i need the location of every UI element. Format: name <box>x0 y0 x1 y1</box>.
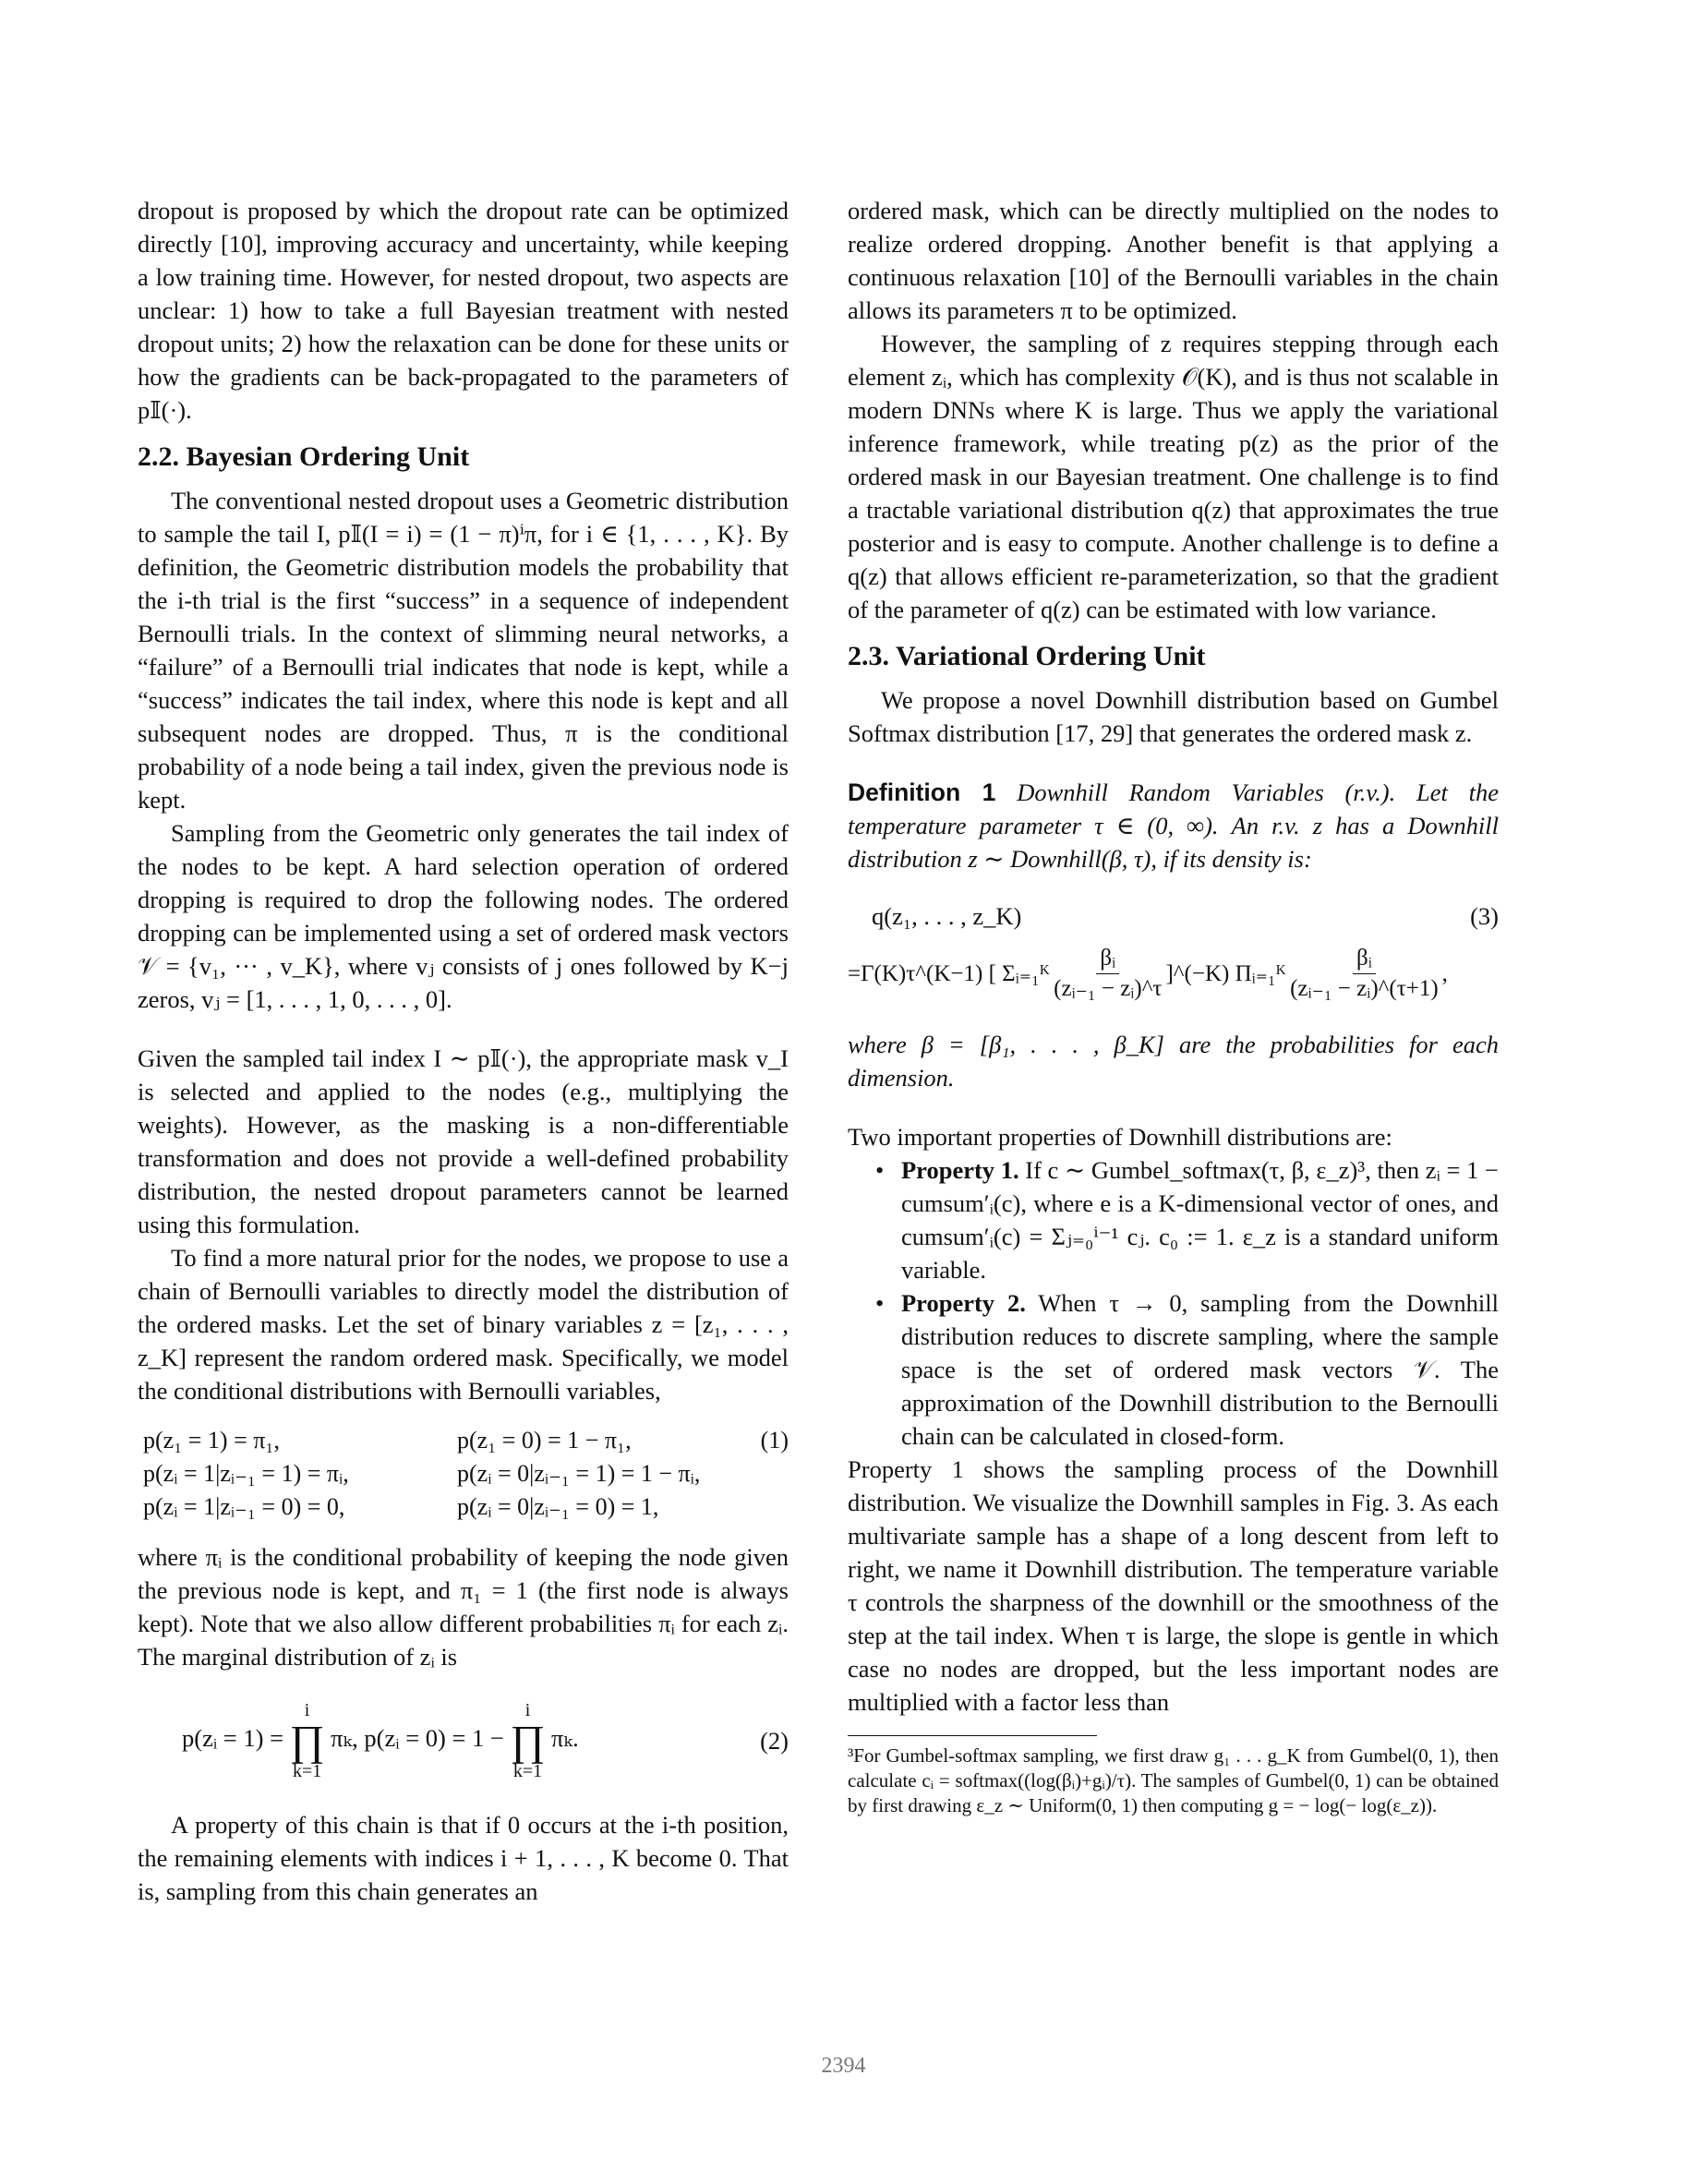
equation-term: p(zᵢ = 1) = <box>182 1724 284 1753</box>
fraction: $\frac{\text{βᵢ}}{\text{(zᵢ₋₁ − zᵢ)\textasciicircum{}(τ+1)}}$ <box>1290 946 1439 1001</box>
property-text: When τ → 0, sampling from the Downhill distribution reduces to discrete sampling, where the sample space is the set of ordered mask vectors 𝒱. The approximation of the Downhill distribution to the Bernoulli chain can be calculated in closed-form. <box>901 1289 1499 1450</box>
page-number: 2394 <box>821 2054 866 2078</box>
definition-label: Definition 1 <box>848 778 996 806</box>
equation-term: ]^(−K) Πᵢ₌₁ᴷ <box>1165 960 1287 986</box>
property-list <box>848 1153 1499 1453</box>
equation-term: πₖ, p(zᵢ = 0) = 1 − <box>331 1724 504 1753</box>
paragraph: To find a more natural prior for the nodes, we propose to use a chain of Bernoulli variables to directly model the distribution of the ordered masks. Let the set of binary variables z = [z₁, . . . , z_K] represent the random ordered mask. Specifically, we model the conditional distributions with Bernoulli variables, <box>138 1244 789 1405</box>
paragraph: Sampling from the Geometric only generates the tail index of the nodes to be kept. A hard selection operation of ordered dropping is required to drop the following nodes. The ordered dropping can be implemented using a set of ordered mask vectors 𝒱 = {v₁, ··· , v_K}, where vⱼ consists of j ones followed by K−j zeros, vⱼ = [1, . . . , 1, 0, . . . , 0]. <box>138 819 789 1013</box>
list-item <box>901 1286 1499 1453</box>
paragraph: A property of this chain is that if 0 occurs at the i-th position, the remaining elements with indices i + 1, . . . , K become 0. That is, sampling from this chain generates an <box>138 1811 789 1905</box>
paragraph: where πᵢ is the conditional probability of keeping the node given the previous node is kept, and π₁ = 1 (the first node is always kept). Note that we also allow different probabilities πᵢ for each zᵢ. The marginal distribution of zᵢ is <box>138 1543 789 1671</box>
fraction: $\frac{\text{βᵢ}}{\text{(zᵢ₋₁ − zᵢ)\textasciicircum{}τ}}$ <box>1054 946 1163 1001</box>
section-heading: 2.2. Bayesian Ordering Unit <box>138 441 470 472</box>
list-item <box>901 1153 1499 1286</box>
equation-term: q(z₁, . . . , z_K) <box>872 902 1022 930</box>
equation-2 <box>138 1701 789 1780</box>
equation-1 <box>138 1424 789 1524</box>
footnote-rule <box>848 1735 1097 1736</box>
paragraph: Two important properties of Downhill distributions are: <box>848 1123 1392 1151</box>
right-column <box>848 194 1499 1818</box>
property-label: Property 2. <box>901 1289 1026 1317</box>
equation-term: p(z₁ = 0) = 1 − π₁, <box>457 1427 632 1454</box>
definition-1 <box>848 776 1499 875</box>
equation-term: p(zᵢ = 1|zᵢ₋₁ = 0) = 0, <box>143 1493 345 1520</box>
equation-term: p(zᵢ = 0|zᵢ₋₁ = 1) = 1 − πᵢ, <box>457 1460 701 1487</box>
equation-term: πₖ. <box>551 1724 579 1753</box>
left-column <box>138 194 789 1908</box>
property-label: Property 1. <box>901 1156 1019 1184</box>
equation-term: =Γ(K)τ^(K−1) [ Σᵢ₌₁ᴷ <box>848 960 1051 986</box>
product-symbol: i ∏ k=1 <box>510 1700 546 1781</box>
equation-term: , <box>1441 960 1448 986</box>
paragraph: The conventional nested dropout uses a Geometric distribution to sample the tail I, p𝕀(I = i) = (1 − π)ⁱπ, for i ∈ {1, . . . , K}. By definition, the Geometric distribution models the probability that the i-th trial is the first “success” in a sequence of independent Bernoulli trials. In the context of slimming neural networks, a “failure” of a Bernoulli trial indicates that node is kept, while a “success” indicates the tail index, where this node is kept and all subsequent nodes are dropped. Thus, π is the conditional probability of a node being a tail index, given the previous node is kept. <box>138 487 789 814</box>
definition-text: Downhill Random Variables (r.v.). Let the temperature parameter τ ∈ (0, ∞). An r.v. z has a Downhill distribution z ∼ Downhill(β, τ), if its density is: <box>848 778 1500 873</box>
equation-number: (1) <box>760 1427 789 1454</box>
equation-term: p(zᵢ = 1|zᵢ₋₁ = 1) = πᵢ, <box>143 1460 349 1487</box>
equation-3 <box>848 899 1499 1004</box>
paragraph: Given the sampled tail index I ∼ p𝕀(·), the appropriate mask v_I is selected and applied to the nodes (e.g., multiplying the weights). However, as the masking is a non-differentiable transformation and does not provide a well-defined probability distribution, the nested dropout parameters cannot be learned using this formulation. <box>138 1044 789 1238</box>
paragraph: ordered mask, which can be directly multiplied on the nodes to realize ordered dropping. Another benefit is that applying a continuous relaxation [10] of the Bernoulli variables in the chain allows its parameters π to be optimized. <box>848 197 1499 324</box>
equation-number: (2) <box>760 1727 789 1755</box>
equation-number: (3) <box>1470 902 1499 930</box>
section-heading: 2.3. Variational Ordering Unit <box>848 641 1206 671</box>
equation-term: p(z₁ = 1) = π₁, <box>143 1427 280 1454</box>
definition-where: where β = [β₁, . . . , β_K] are the probabilities for each dimension. <box>848 1031 1499 1092</box>
paragraph: Property 1 shows the sampling process of the Downhill distribution. We visualize the Downhill samples in Fig. 3. As each multivariate sample has a shape of a long descent from left to right, we name it Downhill distribution. The temperature variable τ controls the sharpness of the downhill or the smoothness of the step at the tail index. When τ is large, the slope is gentle in which case no nodes are dropped, but the less important nodes are multiplied with a factor less than <box>848 1455 1499 1716</box>
property-text: If c ∼ Gumbel_softmax(τ, β, ε_z)³, then zᵢ = 1 − cumsum′ᵢ(c), where e is a K-dimensional vector of ones, and cumsum′ᵢ(c) = Σⱼ₌₀ⁱ⁻¹ cⱼ. c₀ := 1. ε_z is a standard uniform variable. <box>901 1156 1500 1284</box>
paragraph: dropout is proposed by which the dropout rate can be optimized directly [10], improving accuracy and uncertainty, while keeping a low training time. However, for nested dropout, two aspects are unclear: 1) how to take a full Bayesian treatment with nested dropout units; 2) how the relaxation can be done for these units or how the gradients can be back-propagated to the parameters of p𝕀(·). <box>138 197 789 424</box>
footnote: ³For Gumbel-softmax sampling, we first draw g₁ . . . g_K from Gumbel(0, 1), then calculate cᵢ = softmax((log(βᵢ)+gᵢ)/τ). The samples of Gumbel(0, 1) can be obtained by first drawing ε_z ∼ Uniform(0, 1) then computing g = − log(− log(ε_z)). <box>848 1744 1499 1816</box>
equation-term: p(zᵢ = 0|zᵢ₋₁ = 0) = 1, <box>457 1493 659 1520</box>
product-symbol: i ∏ k=1 <box>289 1700 325 1781</box>
paragraph: We propose a novel Downhill distribution based on Gumbel Softmax distribution [17, 29] that generates the ordered mask z. <box>848 686 1499 747</box>
paragraph: However, the sampling of z requires stepping through each element zᵢ, which has complexity 𝒪(K), and is thus not scalable in modern DNNs where K is large. Thus we apply the variational inference framework, while treating p(z) as the prior of the ordered mask in our Bayesian treatment. One challenge is to find a tractable variational distribution q(z) that approximates the true posterior and is easy to compute. Another challenge is to define a q(z) that allows efficient re-parameterization, so that the gradient of the parameter of q(z) can be estimated with low variance. <box>848 330 1499 623</box>
